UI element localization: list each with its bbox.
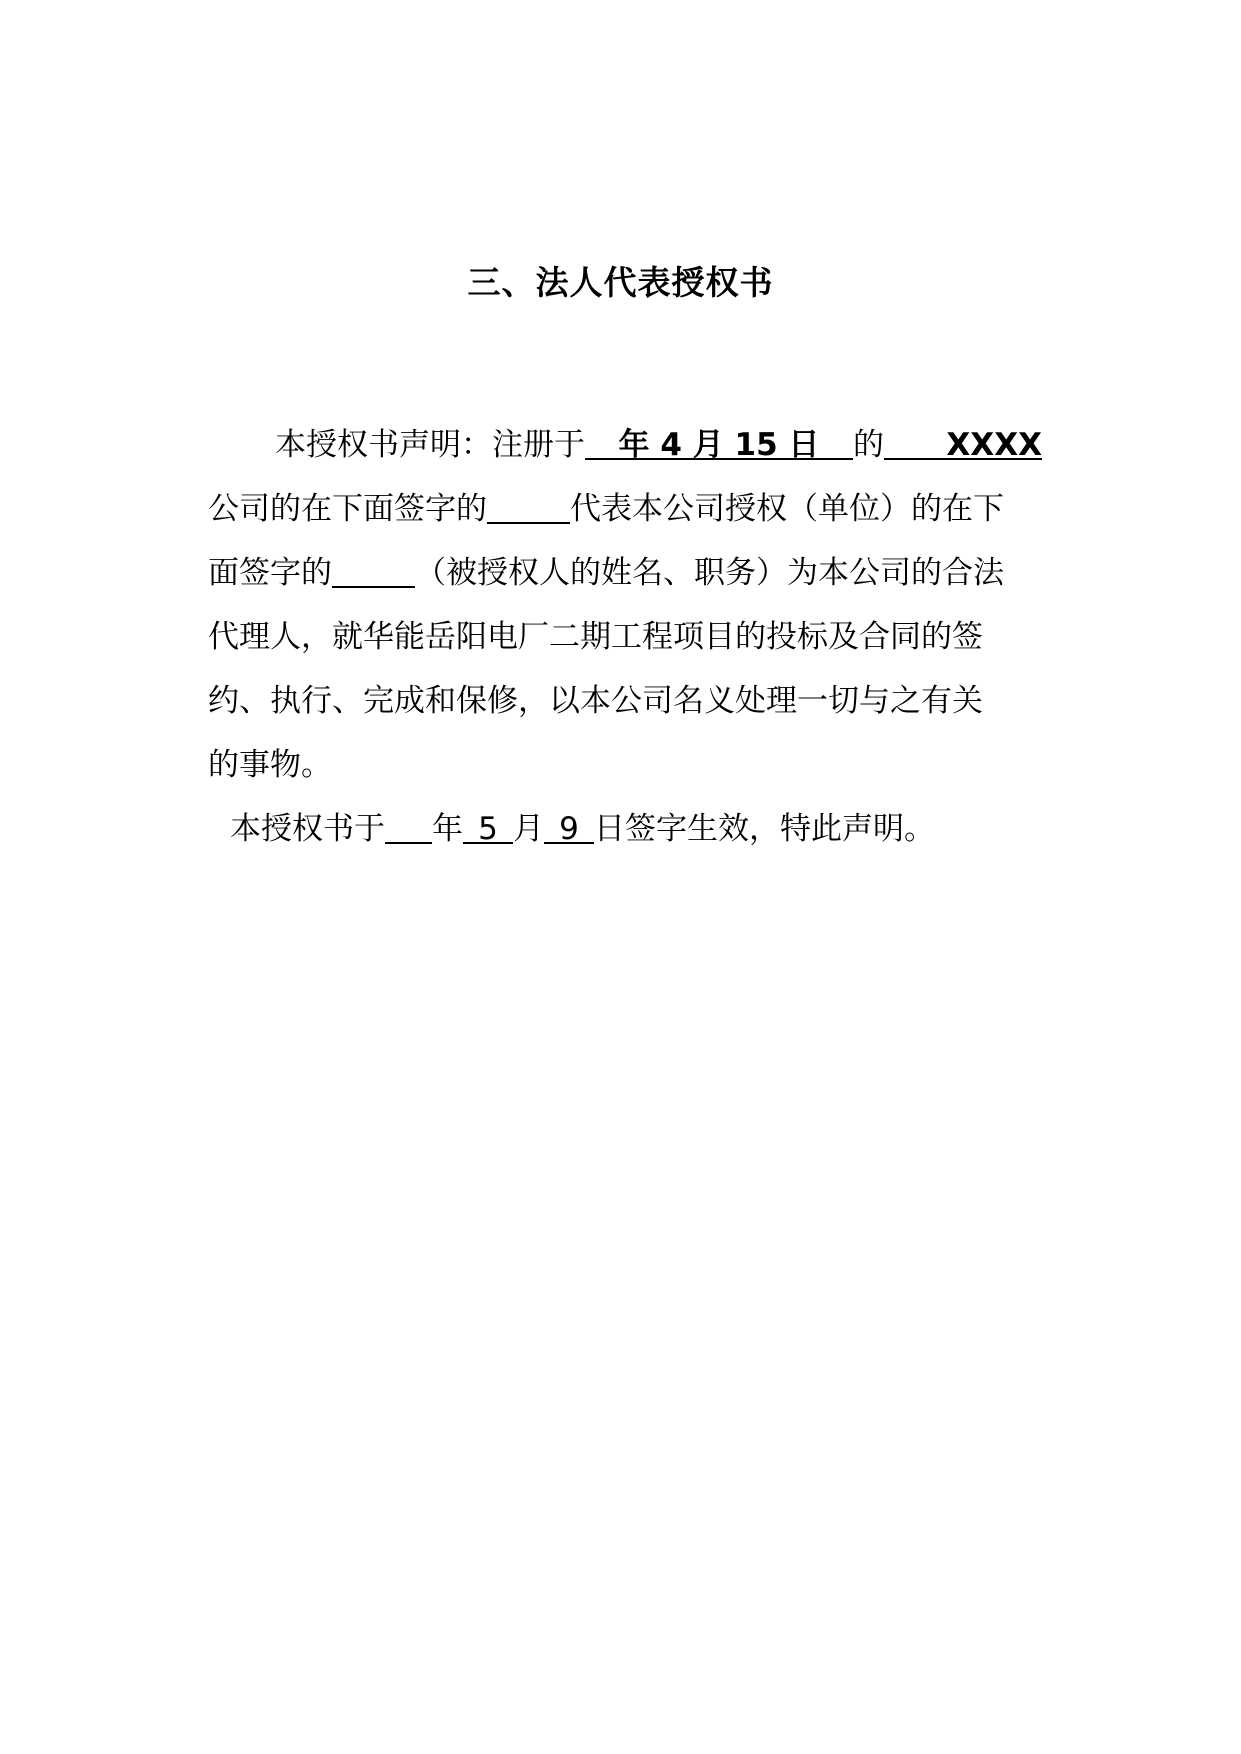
registration-date-value: 年 4 月 15 日 — [618, 427, 820, 463]
paragraph-line-1 — [275, 420, 1042, 470]
statement-of-label: 的 — [853, 427, 884, 463]
effective-year-label: 年 — [432, 811, 463, 847]
company-name-blank — [884, 420, 1042, 463]
effective-suffix: 日签字生效，特此声明。 — [594, 811, 935, 847]
document-title: 三、法人代表授权书 — [467, 263, 774, 302]
effective-day-value: 9 — [559, 811, 579, 847]
effective-day-blank — [544, 804, 594, 847]
paragraph-line-3 — [208, 548, 1004, 598]
company-name-value: XXXX — [946, 427, 1042, 463]
effective-prefix: 本授权书于 — [230, 811, 385, 847]
line2-suffix: 代表本公司授权（单位）的在下 — [570, 491, 1004, 527]
paragraph-line-2 — [208, 484, 1004, 534]
line2-prefix: 公司的在下面签字的 — [208, 491, 487, 527]
paragraph-line-6: 的事物。 — [208, 747, 332, 783]
effective-year-blank — [385, 804, 432, 844]
paragraph-line-4: 代理人，就华能岳阳电厂二期工程项目的投标及合同的签 — [208, 619, 983, 655]
line3-suffix: （被授权人的姓名、职务）为本公司的合法 — [415, 555, 1004, 591]
effective-month-blank — [463, 804, 513, 847]
statement-prefix: 本授权书声明：注册于 — [275, 427, 585, 463]
effective-month-value: 5 — [478, 811, 498, 847]
effective-date-line — [230, 804, 935, 854]
signatory-blank — [487, 484, 570, 524]
authorized-person-blank — [332, 548, 415, 588]
line3-prefix: 面签字的 — [208, 555, 332, 591]
registration-date-blank — [585, 420, 853, 463]
effective-month-label: 月 — [513, 811, 544, 847]
paragraph-line-5: 约、执行、完成和保修，以本公司名义处理一切与之有关 — [208, 683, 983, 719]
